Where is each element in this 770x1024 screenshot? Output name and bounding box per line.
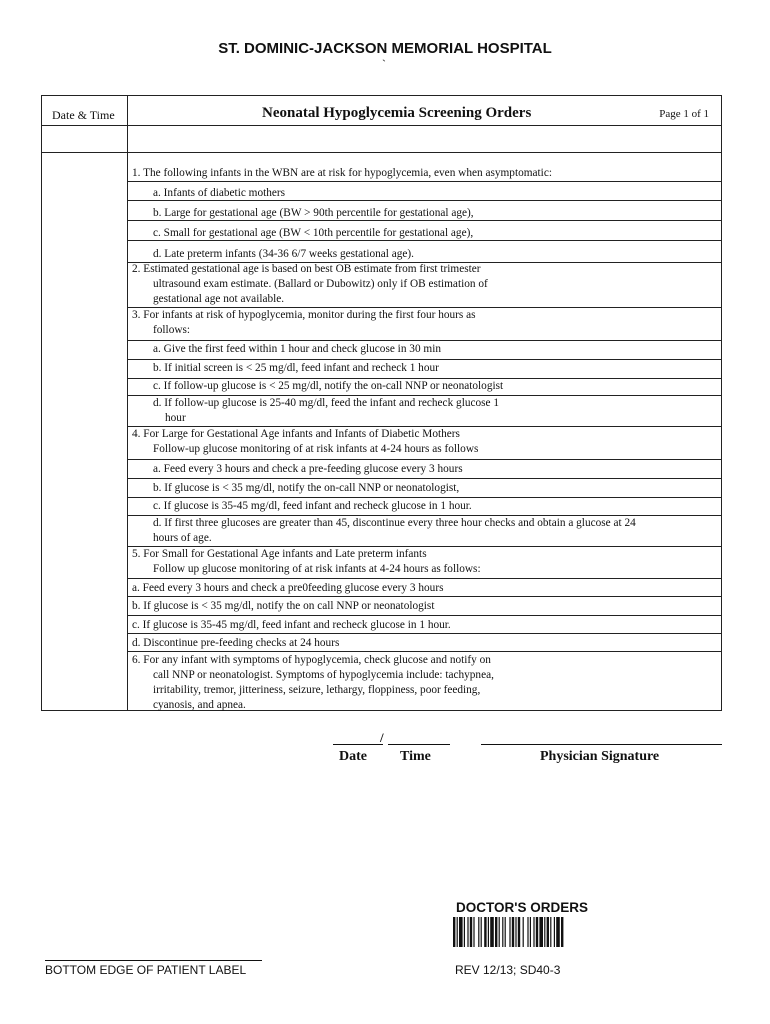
order-line: call NNP or neonatologist. Symptoms of hypoglycemia include: tachypnea,: [153, 669, 494, 681]
order-line: b. If glucose is < 35 mg/dl, notify the on-call NNP or neonatologist,: [153, 482, 460, 494]
barcode-bar: [505, 917, 506, 947]
order-line: a. Give the first feed within 1 hour and check glucose in 30 min: [153, 343, 441, 355]
time-label: Time: [400, 749, 431, 764]
order-line: 3. For infants at risk of hypoglycemia, monitor during the first four hours as: [132, 309, 476, 321]
order-line: b. Large for gestational age (BW > 90th percentile for gestational age),: [153, 207, 474, 219]
barcode-bar: [523, 917, 524, 947]
order-line: c. Small for gestational age (BW < 10th percentile for gestational age),: [153, 227, 474, 239]
order-line: 2. Estimated gestational age is based on best OB estimate from first trimester: [132, 263, 481, 275]
patient-label-caption: BOTTOM EDGE OF PATIENT LABEL: [45, 963, 247, 977]
barcode-bar: [464, 917, 465, 947]
barcode-bar: [490, 917, 494, 947]
barcode-bar: [530, 917, 531, 947]
order-line: d. If first three glucoses are greater than 45, discontinue every three hour checks and obtain a glucose at 24: [153, 517, 636, 529]
row-divider: [127, 596, 721, 597]
order-line: 5. For Small for Gestational Age infants and Late preterm infants: [132, 548, 427, 560]
barcode-bar: [561, 917, 563, 947]
barcode-bar: [533, 917, 534, 947]
barcode-bar: [484, 917, 486, 947]
order-line: cyanosis, and apnea.: [153, 699, 246, 711]
barcode-bar: [499, 917, 500, 947]
row-divider: [127, 478, 721, 479]
barcode-bar: [478, 917, 479, 947]
order-line: follows:: [153, 324, 191, 336]
order-line: a. Feed every 3 hours and check a pre0feeding glucose every 3 hours: [132, 582, 444, 594]
barcode-bar: [515, 917, 516, 947]
stray-mark: `: [382, 57, 386, 71]
order-line: ultrasound exam estimate. (Ballard or Dubowitz) only if OB estimation of: [153, 278, 488, 290]
barcode-bar: [459, 917, 463, 947]
revision-code: REV 12/13; SD40-3: [455, 963, 561, 977]
order-line: irritability, tremor, jitteriness, seizure, lethargy, floppiness, poor feeding,: [153, 684, 481, 696]
order-line: c. If glucose is 35-45 mg/dl, feed infant and recheck glucose in 1 hour.: [153, 500, 472, 512]
row-divider: [127, 181, 721, 182]
barcode-bar: [518, 917, 520, 947]
barcode-bar: [550, 917, 551, 947]
orders-form: [41, 95, 722, 711]
physician-signature-field[interactable]: [481, 744, 722, 745]
date-label: Date: [339, 749, 367, 764]
order-line: a. Feed every 3 hours and check a pre-feeding glucose every 3 hours: [153, 463, 463, 475]
date-time-separator: /: [380, 730, 384, 745]
order-line: d. If follow-up glucose is 25-40 mg/dl, feed the infant and recheck glucose 1: [153, 397, 500, 409]
date-time-column-divider: [127, 96, 128, 710]
order-line: a. Infants of diabetic mothers: [153, 187, 286, 199]
barcode-bar: [467, 917, 468, 947]
row-divider: [127, 497, 721, 498]
barcode-bar: [554, 917, 555, 947]
page-number: Page 1 of 1: [659, 108, 709, 120]
barcode-bar: [527, 917, 528, 947]
barcode-bar: [473, 917, 474, 947]
order-line: b. If initial screen is < 25 mg/dl, feed infant and recheck 1 hour: [153, 362, 439, 374]
barcode-bar: [547, 917, 549, 947]
row-divider: [127, 359, 721, 360]
barcode-bar: [536, 917, 538, 947]
row-divider: [127, 651, 721, 652]
order-line: gestational age not available.: [153, 293, 285, 305]
barcode-bar: [488, 917, 489, 947]
barcode-bar: [539, 917, 543, 947]
date-field[interactable]: [333, 744, 383, 745]
barcode-bar: [502, 917, 503, 947]
order-line: 4. For Large for Gestational Age infants and Infants of Diabetic Mothers: [132, 428, 460, 440]
order-line: 6. For any infant with symptoms of hypoglycemia, check glucose and notify on: [132, 654, 491, 666]
doctors-orders-label: DOCTOR'S ORDERS: [456, 900, 588, 915]
barcode-bar: [509, 917, 510, 947]
order-line: Follow up glucose monitoring of at risk infants at 4-24 hours as follows:: [153, 563, 481, 575]
row-divider: [127, 459, 721, 460]
order-line: 1. The following infants in the WBN are at risk for hypoglycemia, even when asymptomatic:: [132, 167, 552, 179]
row-divider: [127, 615, 721, 616]
time-field[interactable]: [388, 744, 450, 745]
order-line: b. If glucose is < 35 mg/dl, notify the on call NNP or neonatologist: [132, 600, 435, 612]
barcode-icon: [452, 917, 628, 947]
barcode-bar: [470, 917, 472, 947]
order-line: d. Discontinue pre-feeding checks at 24 hours: [132, 637, 340, 649]
patient-label-edge-line: [45, 960, 262, 961]
date-time-column-header: Date & Time: [52, 108, 115, 122]
order-line: Follow-up glucose monitoring of at risk infants at 4-24 hours as follows: [153, 443, 479, 455]
order-line: c. If follow-up glucose is < 25 mg/dl, notify the on-call NNP or neonatologist: [153, 380, 504, 392]
row-divider: [127, 578, 721, 579]
order-line: d. Late preterm infants (34-36 6/7 weeks gestational age).: [153, 248, 414, 260]
order-line: hour: [165, 412, 186, 424]
barcode-bar: [481, 917, 482, 947]
row-divider: [42, 125, 721, 126]
barcode-bar: [453, 917, 455, 947]
hospital-name: ST. DOMINIC-JACKSON MEMORIAL HOSPITAL: [218, 40, 552, 57]
row-divider: [127, 633, 721, 634]
barcode-bar: [457, 917, 458, 947]
row-divider: [42, 152, 721, 153]
barcode-bar: [544, 917, 545, 947]
order-line: c. If glucose is 35-45 mg/dl, feed infant and recheck glucose in 1 hour.: [132, 619, 451, 631]
order-line: hours of age.: [153, 532, 212, 544]
form-title: Neonatal Hypoglycemia Screening Orders: [262, 105, 532, 121]
physician-signature-label: Physician Signature: [540, 749, 660, 764]
barcode-bar: [556, 917, 560, 947]
row-divider: [127, 340, 721, 341]
barcode-bar: [512, 917, 514, 947]
signature-block: [0, 730, 770, 790]
barcode-bar: [495, 917, 497, 947]
